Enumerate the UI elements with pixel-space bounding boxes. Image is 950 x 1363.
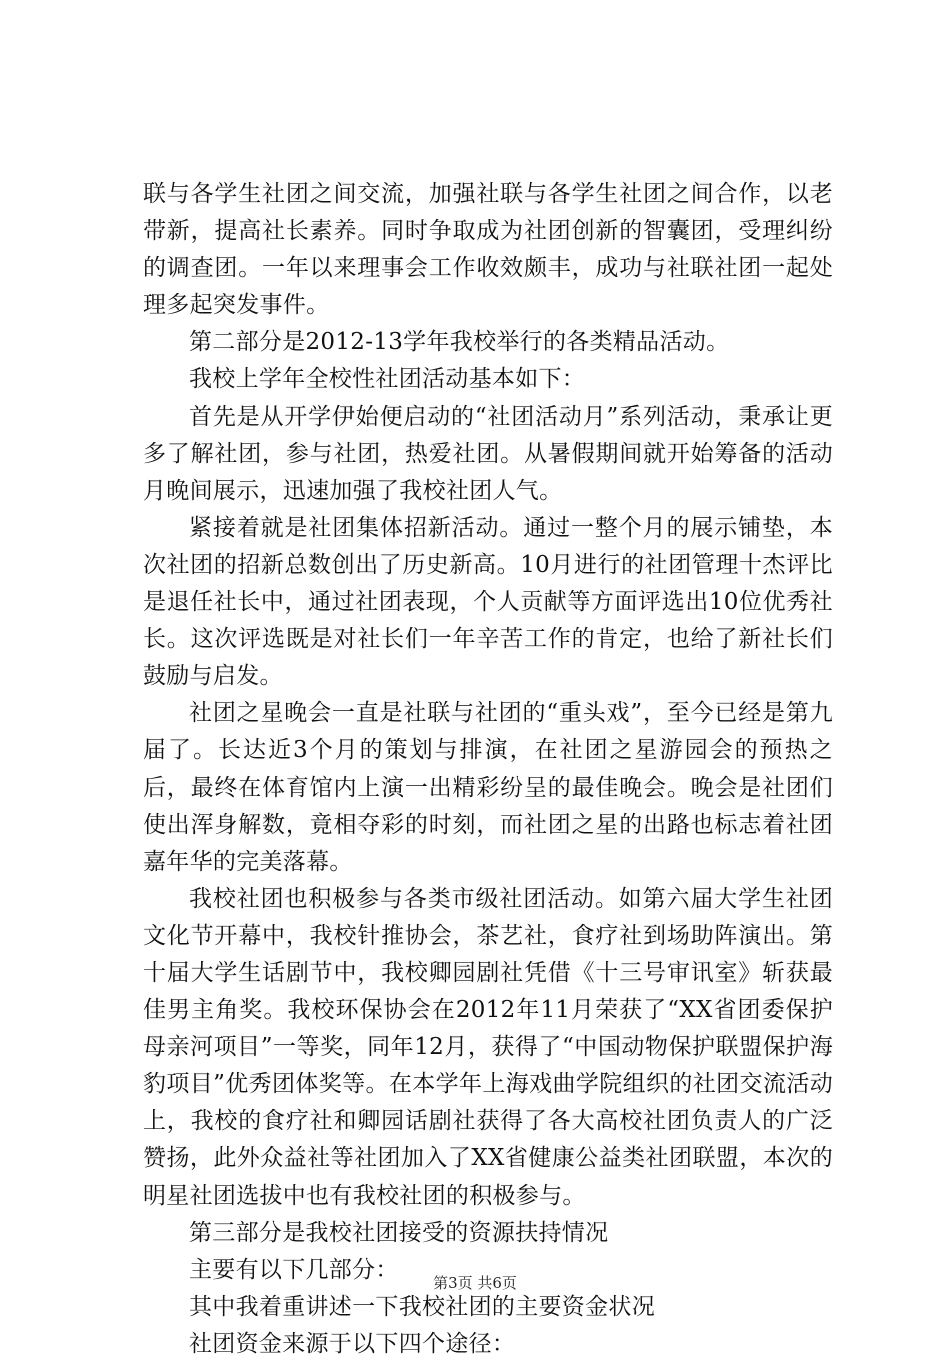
document-body <box>143 176 833 1363</box>
paragraph-city-activities: 我校社团也积极参与各类市级社团活动。如第六届大学生社团文化节开幕中，我校针推协会，茶艺社，食疗社到场助阵演出。第十届大学生话剧节中，我校卿园剧社凭借《十三号审讯室》斩获最佳男主角奖。我校环保协会在2012年11月荣获了“XX省团委保护母亲河项目”一等奖，同年12月，获得了“中国动物保护联盟保护海豹项目”优秀团体奖等。在本学年上海戏曲学院组织的社团交流活动上，我校的食疗社和卿园话剧社获得了各大高校社团负责人的广泛赞扬，此外众益社等社团加入了XX省健康公益类社团联盟，本次的明星社团选拔中也有我校社团的积极参与。 <box>143 885 833 1209</box>
paragraph-part-three-heading: 第三部分是我校社团接受的资源扶持情况 <box>189 1219 609 1246</box>
paragraph-activities-intro: 我校上学年全校性社团活动基本如下： <box>189 366 586 393</box>
paragraph-parts-intro: 主要有以下几部分： <box>189 1256 399 1283</box>
paragraph-star-gala: 社团之星晚会一直是社联与社团的“重头戏”，至今已经是第九届了。长达近3个月的策划与排演，在社团之星游园会的预热之后，最终在体育馆内上演一出精彩纷呈的最佳晚会。晚会是社团们使出浑身解数，竟相夺彩的时刻，而社团之星的出路也标志着社团嘉年华的完美落幕。 <box>143 700 833 875</box>
page-number-footer: 第3页 共6页 <box>433 1274 517 1292</box>
paragraph-part-two-heading: 第二部分是2012-13学年我校举行的各类精品活动。 <box>189 329 730 356</box>
paragraph-activity-month: 首先是从开学伊始便启动的“社团活动月”系列活动，秉承让更多了解社团，参与社团，热爱社团。从暑假期间就开始筹备的活动月晚间展示，迅速加强了我校社团人气。 <box>143 403 833 504</box>
paragraph-recruitment: 紧接着就是社团集体招新活动。通过一整个月的展示铺垫，本次社团的招新总数创出了历史新高。10月进行的社团管理十杰评比是退任社长中，通过社团表现，个人贡献等方面评选出10位优秀社长。这次评选既是对社长们一年辛苦工作的肯定，也给了新社长们鼓励与启发。 <box>143 514 833 690</box>
paragraph-continuation: 联与各学生社团之间交流，加强社联与各学生社团之间合作，以老带新，提高社长素养。同时争取成为社团创新的智囊团，受理纠纷的调查团。一年以来理事会工作收效颇丰，成功与社联社团一起处理多起突发事件。 <box>143 181 833 319</box>
paragraph-funding-focus: 其中我着重讲述一下我校社团的主要资金状况 <box>189 1293 655 1320</box>
paragraph-funding-sources: 社团资金来源于以下四个途径： <box>189 1330 516 1357</box>
